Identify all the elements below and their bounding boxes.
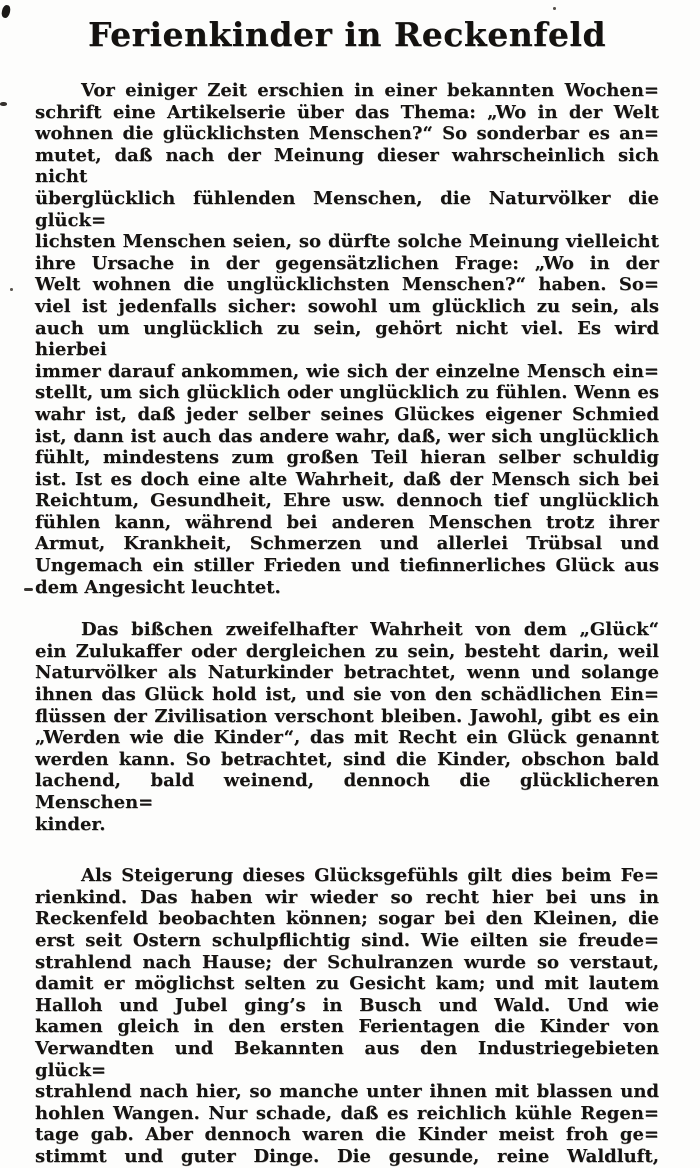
text-line: damit er möglichst selten zu Gesicht kam; und mit lautem bbox=[35, 973, 659, 995]
text-line: wahr ist, daß jeder selber seines Glückes eigener Schmied bbox=[35, 403, 659, 425]
text-line: tage gab. Aber dennoch waren die Kinder meist froh ge= bbox=[35, 1124, 659, 1146]
paragraph bbox=[35, 865, 659, 1167]
scan-speck bbox=[10, 288, 13, 291]
text-line: ist. Ist es doch eine alte Wahrheit, daß der Mensch sich bei bbox=[35, 468, 659, 490]
article-body bbox=[35, 80, 659, 1168]
text-line: fühlt, mindestens zum großen Teil hieran selber schuldig bbox=[35, 447, 659, 469]
paragraph bbox=[35, 80, 659, 598]
text-line: kinder. bbox=[35, 813, 106, 835]
text-line: Reckenfeld beobachten können; sogar bei den Kleinen, die bbox=[35, 908, 659, 930]
text-line: Vor einiger Zeit erschien in einer bekannten Wochen= bbox=[81, 80, 659, 101]
text-line: Als Steigerung dieses Glücksgefühls gilt dies beim Fe= bbox=[81, 865, 659, 887]
text-line: Welt wohnen die unglücklichsten Menschen?“ haben. So= bbox=[35, 274, 659, 296]
text-line: ihnen das Glück hold ist, und sie von den schädlichen Ein= bbox=[35, 684, 659, 706]
text-line: flüssen der Zivilisation verschont bleiben. Jawohl, gibt es ein bbox=[35, 705, 659, 727]
scan-speck bbox=[1, 4, 12, 19]
page-title: Ferienkinder in Reckenfeld bbox=[87, 15, 607, 54]
text-line: Das bißchen zweifelhafter Wahrheit von dem „Glück“ bbox=[81, 619, 659, 641]
paragraph bbox=[35, 619, 659, 835]
text-line: strahlend nach Hause; der Schulranzen wurde so verstaut, bbox=[35, 951, 659, 973]
text-line: werden kann. So betrachtet, sind die Kinder, obschon bald bbox=[35, 748, 659, 770]
text-line: stimmt und guter Dinge. Die gesunde, reine Waldluft, bbox=[35, 1145, 659, 1167]
text-line: schrift eine Artikelserie über das Thema: „Wo in der Welt bbox=[35, 101, 659, 123]
text-line: Armut, Krankheit, Schmerzen und allerlei Trübsal und bbox=[35, 533, 659, 555]
text-line: fühlen kann, während bei anderen Menschen trotz ihrer bbox=[35, 511, 659, 533]
text-line: ist, dann ist auch das andere wahr, daß, wer sich unglücklich bbox=[35, 425, 659, 447]
text-line: wohnen die glücklichsten Menschen?“ So sonderbar es an= bbox=[35, 123, 659, 145]
text-line: erst seit Ostern schulpflichtig sind. Wie eilten sie freude= bbox=[35, 929, 659, 951]
text-line: auch um unglücklich zu sein, gehört nicht viel. Es wird hierbei bbox=[35, 317, 659, 361]
scan-speck bbox=[0, 102, 7, 106]
text-line: mutet, daß nach der Meinung dieser wahrscheinlich sich nicht bbox=[35, 144, 659, 188]
text-line: Reichtum, Gesundheit, Ehre usw. dennoch tief unglücklich bbox=[35, 490, 659, 512]
text-line: stellt, um sich glücklich oder unglücklich zu fühlen. Wenn es bbox=[35, 382, 659, 404]
text-line: immer darauf ankommen, wie sich der einzelne Mensch ein= bbox=[35, 360, 659, 382]
text-line: Verwandten und Bekannten aus den Industriegebieten glück= bbox=[35, 1037, 659, 1081]
text-line: viel ist jedenfalls sicher: sowohl um glücklich zu sein, als bbox=[35, 295, 659, 317]
text-line: lichsten Menschen seien, so dürfte solche Meinung vielleicht bbox=[35, 231, 659, 253]
text-column bbox=[35, 0, 659, 1168]
text-line: strahlend nach hier, so manche unter ihnen mit blassen und bbox=[35, 1081, 659, 1103]
text-line: rienkind. Das haben wir wieder so recht hier bei uns in bbox=[35, 886, 659, 908]
text-line: überglücklich fühlenden Menschen, die Naturvölker die glück= bbox=[35, 187, 659, 231]
text-line: kamen gleich in den ersten Ferientagen die Kinder von bbox=[35, 1016, 659, 1038]
text-line: „Werden wie die Kinder“, das mit Recht ein Glück genannt bbox=[35, 727, 659, 749]
text-line: hohlen Wangen. Nur schade, daß es reichlich kühle Regen= bbox=[35, 1102, 659, 1124]
text-line: ihre Ursache in der gegensätzlichen Frage: „Wo in der bbox=[35, 252, 659, 274]
text-line: Halloh und Jubel ging’s in Busch und Wald. Und wie bbox=[35, 994, 659, 1016]
text-line: lachend, bald weinend, dennoch die glücklicheren Menschen= bbox=[35, 770, 659, 813]
scan-speck bbox=[24, 588, 33, 591]
text-line: dem Angesicht leuchtet. bbox=[35, 576, 281, 598]
text-line: Ungemach ein stiller Frieden und tiefinnerliches Glück aus bbox=[35, 555, 659, 577]
text-line: ein Zulukaffer oder dergleichen zu sein, besteht darin, weil bbox=[35, 640, 659, 662]
text-line: Naturvölker als Naturkinder betrachtet, wenn und solange bbox=[35, 662, 659, 684]
